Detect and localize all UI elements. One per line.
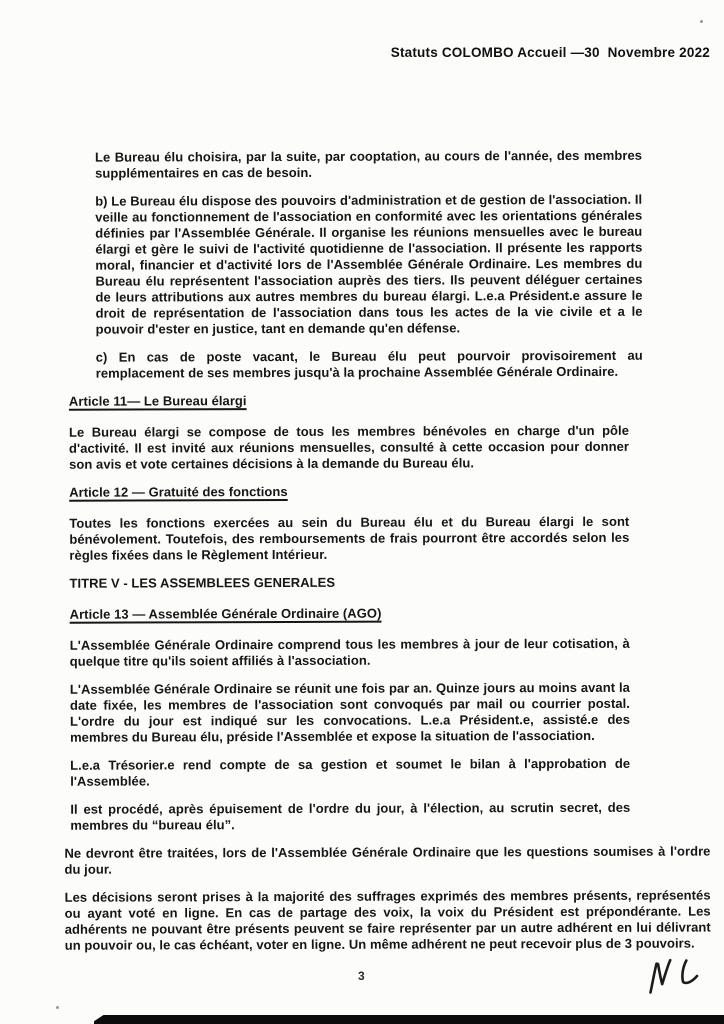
document-paragraph: L'Assemblée Générale Ordinaire se réunit une fois par an. Quinze jours au moins avant la date fixée, les membres de l'association sont convoqués par mail ou courrier postal. L'ordre du jour est indiqué sur les convocations. L.e.a Président.e, assisté.e des membres du Bureau élu, préside l'Assemblée et expose la situation de l'association.: [69, 679, 631, 745]
scan-speck: [56, 1006, 59, 1009]
document-body: [0, 147, 724, 966]
article-heading: Article 13 — Assemblée Générale Ordinaire (AGO): [69, 605, 382, 622]
scanner-edge-bar: [94, 1015, 724, 1024]
document-paragraph: Toutes les fonctions exercées au sein du Bureau élu et du Bureau élargi le sont bénévolement. Toutefois, des remboursements de frais pourront être accordés selon les règles fixées dans le Règlement Intérieur.: [69, 513, 630, 563]
scan-speck: [700, 20, 703, 23]
initial-letter-n: [647, 960, 673, 992]
document-paragraph: Il est procédé, après épuisement de l'ordre du jour, à l'élection, au scrutin secret, des membres du “bureau élu”.: [70, 799, 631, 833]
header-title: Statuts COLOMBO Accueil —30 Novembre 2022: [390, 45, 710, 60]
document-paragraph: Ne devront être traitées, lors de l'Assemblée Générale Ordinaire que les questions soumises à l'ordre du jour.: [64, 843, 711, 877]
document-paragraph: Le Bureau élu choisira, par la suite, par cooptation, au cours de l'année, des membres supplémentaires en cas de besoin.: [94, 147, 643, 181]
page-number: 3: [358, 969, 365, 983]
document-paragraph: c) En cas de poste vacant, le Bureau élu peut pourvoir provisoirement au remplacement de ses membres jusqu'à la prochaine Assemblée Générale Ordinaire.: [95, 347, 643, 381]
document-paragraph: Les décisions seront prises à la majorité des suffrages exprimés des membres présents, représentés ou ayant voté en ligne. En cas de partage des voix, la voix du Président est prépondérante. Les adhérents ne pouvant être présents peuvent se faire représenter par un autre adhérent en lui délivrant un pouvoir ou, le cas échéant, voter en ligne. Un même adhérent ne peut recevoir plus de 3 pouvoirs.: [64, 887, 711, 953]
document-paragraph: L.e.a Trésorier.e rend compte de sa gestion et soumet le bilan à l'approbation de l'Assemblée.: [70, 755, 631, 789]
article-heading: Article 12 — Gratuité des fonctions: [69, 483, 288, 500]
handwritten-initials: [642, 953, 704, 1001]
initial-letter-l: [681, 960, 698, 984]
document-paragraph: b) Le Bureau élu dispose des pouvoirs d'administration et de gestion de l'association. Il veille au fonctionnement de l'association en conformité avec les orientations générales définies par l'Assemblée Générale. Il organise les réunions mensuelles avec le bureau élargi et gère le suivi de l'activité quotidienne de l'association. Il présente les rapports moral, financier et d'activité lors de l'Assemblée Générale Ordinaire. Les membres du Bureau élu représentent l'association auprès des tiers. Ils peuvent déléguer certaines de leurs attributions aux autres membres du bureau élargi. L.e.a Président.e assure le droit de représentation de l'association dans tous les actes de la vie civile et a le pouvoir d'ester en justice, tant en demande qu'en défense.: [95, 191, 643, 337]
section-title: TITRE V - LES ASSEMBLEES GENERALES: [69, 574, 336, 591]
document-header: [375, 30, 710, 75]
document-paragraph: L'Assemblée Générale Ordinaire comprend tous les membres à jour de leur cotisation, à quelque titre qu'ils soient affiliés à l'association.: [69, 635, 630, 669]
article-heading: Article 11— Le Bureau élargi: [68, 393, 247, 409]
document-paragraph: Le Bureau élargi se compose de tous les membres bénévoles en charge d'un pôle d'activité. Il est invité aux réunions mensuelles, consulté à cette occasion pour donner son avis et vote certaines décisions à la demande du Bureau élu.: [68, 422, 630, 472]
